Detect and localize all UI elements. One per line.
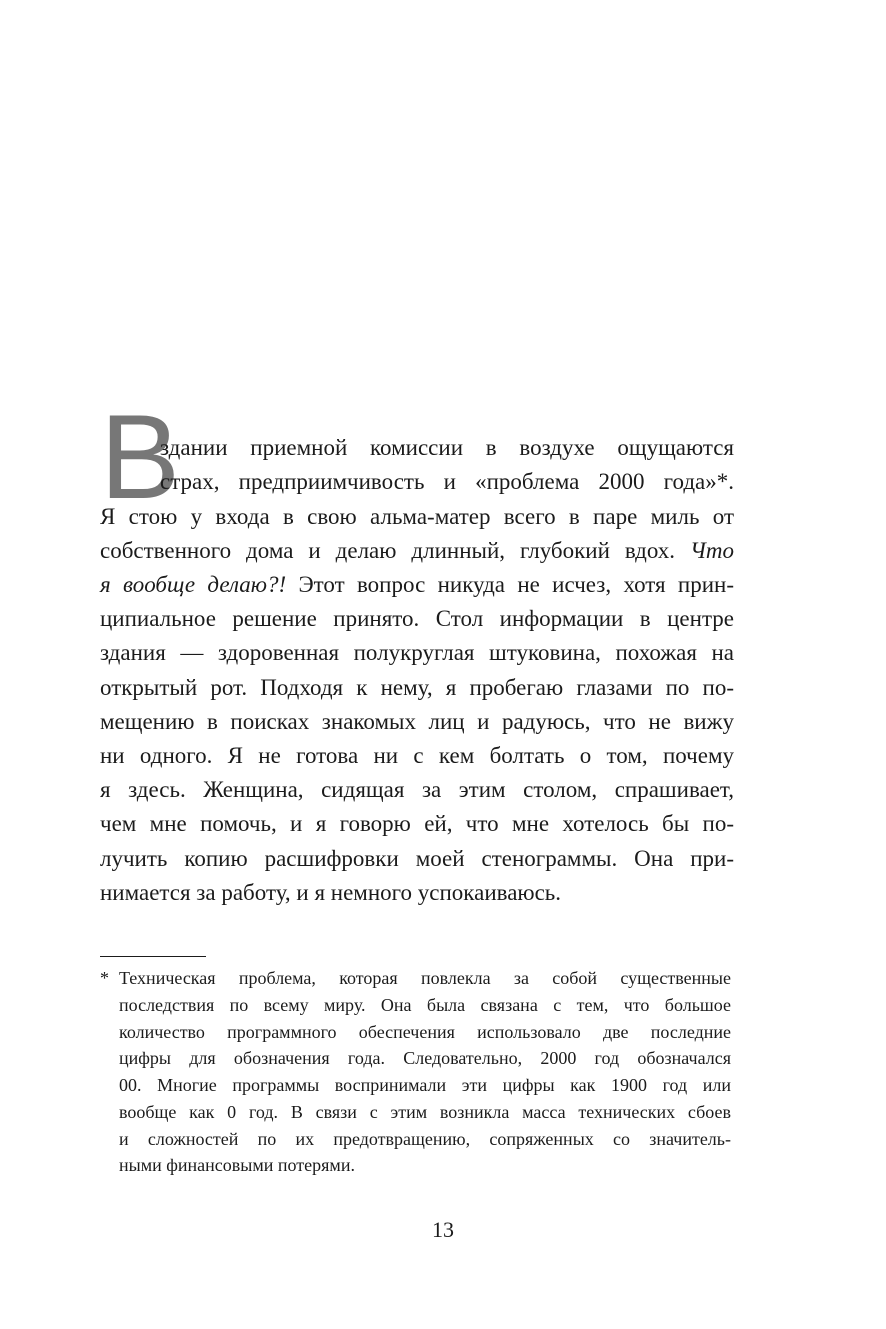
paragraph-line: Я стою у входа в свою альма-матер всего в паре миль от xyxy=(100,504,734,529)
paragraph-line: открытый рот. Подходя к нему, я пробегаю глазами по по- xyxy=(100,675,734,700)
footnote-line: Техническая проблема, которая повлекла за собой существенные xyxy=(119,968,731,988)
italic-text: Что xyxy=(690,538,734,563)
paragraph-line: чем мне помочь, и я говорю ей, что мне хотелось бы по- xyxy=(100,811,734,836)
paragraph-line: нимается за работу, и я немного успокаиваюсь. xyxy=(100,880,562,905)
italic-text: я вообще делаю?! xyxy=(100,572,287,597)
paragraph-line: здания — здоровенная полукруглая штуковина, похожая на xyxy=(100,640,734,665)
footnote-marker: * xyxy=(100,968,109,988)
footnote-line: 00. Многие программы воспринимали эти цифры как 1900 год или xyxy=(119,1075,731,1095)
page-number: 13 xyxy=(432,1217,454,1242)
paragraph-line: я здесь. Женщина, сидящая за этим столом, спрашивает, xyxy=(100,777,734,802)
paragraph-line xyxy=(100,573,734,596)
paragraph-line: здании приемной комиссии в воздухе ощущаются xyxy=(160,435,734,460)
drop-cap-letter: В xyxy=(100,390,181,524)
footnote-line: последствия по всему миру. Она была связана с тем, что большое xyxy=(119,995,731,1015)
footnote-line: количество программного обеспечения использовало две последние xyxy=(119,1022,731,1042)
paragraph-text: Этот вопрос никуда не исчез, хотя прин- xyxy=(298,572,734,597)
paragraph-line: мещению в поисках знакомых лиц и радуюсь, что не вижу xyxy=(100,709,734,734)
paragraph-line: ципиальное решение принято. Стол информации в центре xyxy=(100,606,734,631)
footnote-line: цифры для обозначения года. Следовательно, 2000 год обозначался xyxy=(119,1048,731,1068)
footnote-line: вообще как 0 год. В связи с этим возникла масса технических сбоев xyxy=(119,1102,731,1122)
paragraph-line: лучить копию расшифровки моей стенограммы. Она при- xyxy=(100,846,734,871)
footnote-line: и сложностей по их предотвращению, сопряженных со значитель- xyxy=(119,1129,731,1149)
paragraph-line: страх, предприимчивость и «проблема 2000 года»*. xyxy=(160,469,734,494)
footnote-line: ными финансовыми потерями. xyxy=(119,1155,355,1175)
paragraph-text: собственного дома и делаю длинный, глубокий вдох. xyxy=(100,538,676,563)
footnote-divider xyxy=(100,956,206,957)
paragraph-line: ни одного. Я не готова ни с кем болтать о том, почему xyxy=(100,743,734,768)
paragraph-line xyxy=(100,539,734,562)
